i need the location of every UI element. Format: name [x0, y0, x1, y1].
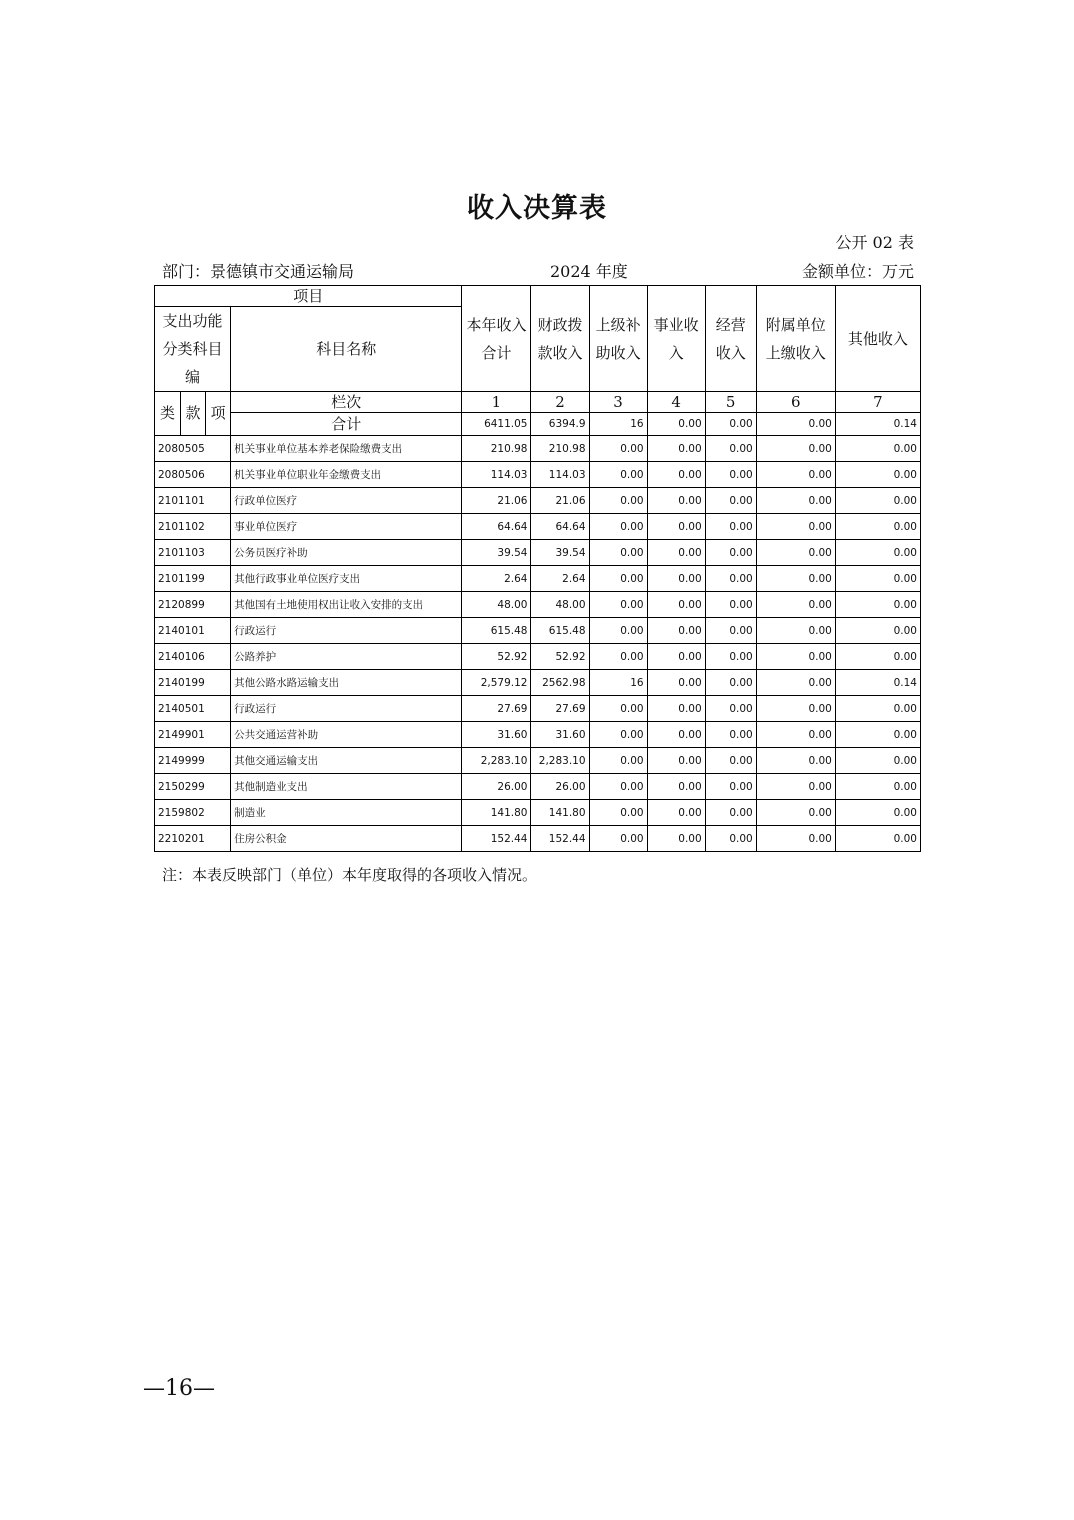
- total-value: 0.14: [835, 413, 920, 436]
- amount-cell: 0.00: [756, 722, 835, 748]
- amount-cell: 0.00: [647, 696, 705, 722]
- amount-cell: 0.00: [835, 748, 920, 774]
- amount-cell: 0.00: [835, 462, 920, 488]
- subject-name: 机关事业单位基本养老保险缴费支出: [231, 436, 462, 462]
- amount-cell: 0.00: [835, 696, 920, 722]
- amount-cell: 2.64: [531, 566, 589, 592]
- amount-cell: 0.00: [756, 670, 835, 696]
- total-value: 6411.05: [462, 413, 531, 436]
- amount-cell: 0.00: [705, 514, 756, 540]
- amount-cell: 152.44: [462, 826, 531, 852]
- header-code-group: 支出功能分类科目编: [155, 307, 231, 392]
- table-row: [155, 722, 921, 748]
- amount-cell: 64.64: [531, 514, 589, 540]
- subject-code: 2080506: [155, 462, 231, 488]
- amount-cell: 0.00: [705, 488, 756, 514]
- header-col-6: 附属单位上缴收入: [756, 286, 835, 392]
- col-number: 5: [705, 392, 756, 413]
- amount-cell: 0.00: [647, 566, 705, 592]
- amount-cell: 0.00: [835, 566, 920, 592]
- subject-code: 2140101: [155, 618, 231, 644]
- amount-cell: 0.00: [835, 514, 920, 540]
- amount-cell: 0.00: [647, 436, 705, 462]
- amount-cell: 26.00: [531, 774, 589, 800]
- amount-cell: 0.00: [756, 566, 835, 592]
- subject-name: 公路养护: [231, 644, 462, 670]
- amount-cell: 27.69: [531, 696, 589, 722]
- amount-cell: 0.00: [647, 670, 705, 696]
- total-value: 0.00: [756, 413, 835, 436]
- subject-code: 2101102: [155, 514, 231, 540]
- amount-cell: 0.00: [647, 592, 705, 618]
- table-row: [155, 696, 921, 722]
- amount-cell: 0.00: [705, 618, 756, 644]
- meta-line: [162, 259, 914, 281]
- table-row: [155, 462, 921, 488]
- amount-cell: 0.00: [705, 722, 756, 748]
- amount-cell: 0.00: [589, 826, 647, 852]
- amount-cell: 2,283.10: [531, 748, 589, 774]
- header-xiang: 项: [206, 392, 231, 436]
- table-row: [155, 800, 921, 826]
- amount-cell: 0.00: [705, 540, 756, 566]
- subject-name: 其他公路水路运输支出: [231, 670, 462, 696]
- amount-cell: 0.00: [589, 462, 647, 488]
- amount-cell: 0.00: [589, 592, 647, 618]
- table-row: [155, 592, 921, 618]
- subject-code: 2140501: [155, 696, 231, 722]
- amount-cell: 0.00: [705, 566, 756, 592]
- page-title: 收入决算表: [467, 193, 607, 224]
- amount-cell: 0.00: [705, 462, 756, 488]
- amount-cell: 0.00: [756, 644, 835, 670]
- amount-cell: 0.00: [589, 644, 647, 670]
- subject-code: 2159802: [155, 800, 231, 826]
- amount-cell: 0.00: [647, 748, 705, 774]
- table-row: [155, 488, 921, 514]
- amount-cell: 615.48: [462, 618, 531, 644]
- amount-cell: 0.00: [589, 748, 647, 774]
- amount-cell: 48.00: [531, 592, 589, 618]
- amount-cell: 0.00: [589, 800, 647, 826]
- subject-code: 2140106: [155, 644, 231, 670]
- header-col-4: 事业收入: [647, 286, 705, 392]
- col-number: 4: [647, 392, 705, 413]
- amount-cell: 0.00: [835, 488, 920, 514]
- amount-cell: 31.60: [531, 722, 589, 748]
- subject-name: 事业单位医疗: [231, 514, 462, 540]
- amount-cell: 0.00: [589, 566, 647, 592]
- subject-code: 2149901: [155, 722, 231, 748]
- subject-name: 其他行政事业单位医疗支出: [231, 566, 462, 592]
- amount-cell: 2,579.12: [462, 670, 531, 696]
- amount-cell: 0.00: [647, 540, 705, 566]
- amount-cell: 0.00: [705, 774, 756, 800]
- total-row: [155, 413, 921, 436]
- table-row: [155, 774, 921, 800]
- amount-cell: 0.00: [705, 670, 756, 696]
- subject-code: 2149999: [155, 748, 231, 774]
- header-col-5: 经营收入: [705, 286, 756, 392]
- amount-cell: 2562.98: [531, 670, 589, 696]
- amount-cell: 0.00: [705, 826, 756, 852]
- table-row: [155, 514, 921, 540]
- amount-cell: 0.00: [589, 514, 647, 540]
- amount-cell: 0.00: [705, 696, 756, 722]
- amount-cell: 0.00: [756, 618, 835, 644]
- total-value: 0.00: [705, 413, 756, 436]
- amount-cell: 0.00: [647, 774, 705, 800]
- amount-cell: 0.00: [589, 618, 647, 644]
- total-value: 16: [589, 413, 647, 436]
- amount-cell: 0.00: [835, 592, 920, 618]
- year-label: 2024 年度: [550, 262, 628, 281]
- subject-name: 公共交通运营补助: [231, 722, 462, 748]
- subject-code: 2080505: [155, 436, 231, 462]
- amount-cell: 114.03: [531, 462, 589, 488]
- amount-cell: 152.44: [531, 826, 589, 852]
- amount-cell: 0.00: [756, 436, 835, 462]
- subject-name: 其他国有土地使用权出让收入安排的支出: [231, 592, 462, 618]
- amount-cell: 39.54: [531, 540, 589, 566]
- header-lanci: 栏次: [231, 392, 462, 413]
- subject-code: 2140199: [155, 670, 231, 696]
- subject-code: 2120899: [155, 592, 231, 618]
- page-number: —16—: [143, 1376, 215, 1401]
- form-number: 公开 02 表: [835, 233, 914, 252]
- subject-name: 其他交通运输支出: [231, 748, 462, 774]
- header-subject-name: 科目名称: [231, 307, 462, 392]
- subject-name: 行政运行: [231, 618, 462, 644]
- table-row: [155, 748, 921, 774]
- total-value: 6394.9: [531, 413, 589, 436]
- subject-name: 公务员医疗补助: [231, 540, 462, 566]
- header-col-3: 上级补助收入: [589, 286, 647, 392]
- amount-cell: 21.06: [531, 488, 589, 514]
- amount-cell: 615.48: [531, 618, 589, 644]
- amount-cell: 0.00: [647, 826, 705, 852]
- amount-cell: 2,283.10: [462, 748, 531, 774]
- amount-cell: 52.92: [462, 644, 531, 670]
- amount-cell: 0.00: [647, 644, 705, 670]
- amount-cell: 16: [589, 670, 647, 696]
- subject-name: 其他制造业支出: [231, 774, 462, 800]
- amount-cell: 0.00: [835, 436, 920, 462]
- amount-cell: 0.00: [705, 644, 756, 670]
- table-row: [155, 670, 921, 696]
- amount-cell: 0.00: [647, 618, 705, 644]
- subject-name: 行政单位医疗: [231, 488, 462, 514]
- amount-cell: 0.00: [647, 462, 705, 488]
- table-row: [155, 618, 921, 644]
- amount-cell: 0.00: [835, 774, 920, 800]
- income-table: [154, 285, 921, 852]
- amount-cell: 0.00: [756, 462, 835, 488]
- amount-cell: 0.00: [835, 644, 920, 670]
- col-number: 7: [835, 392, 920, 413]
- amount-cell: 0.00: [835, 800, 920, 826]
- amount-cell: 0.00: [647, 722, 705, 748]
- amount-cell: 52.92: [531, 644, 589, 670]
- department-label: 部门：景德镇市交通运输局: [162, 262, 355, 281]
- amount-cell: 0.00: [756, 540, 835, 566]
- header-item: 项目: [155, 286, 462, 307]
- amount-cell: 0.00: [647, 488, 705, 514]
- subject-code: 2101199: [155, 566, 231, 592]
- amount-cell: 0.00: [589, 774, 647, 800]
- amount-cell: 0.00: [705, 592, 756, 618]
- table-row: [155, 436, 921, 462]
- amount-cell: 0.00: [647, 514, 705, 540]
- amount-cell: 0.00: [756, 592, 835, 618]
- amount-cell: 0.14: [835, 670, 920, 696]
- amount-cell: 0.00: [589, 540, 647, 566]
- total-label: 合计: [231, 413, 462, 436]
- amount-cell: 0.00: [705, 748, 756, 774]
- amount-cell: 64.64: [462, 514, 531, 540]
- subject-code: 2150299: [155, 774, 231, 800]
- amount-cell: 31.60: [462, 722, 531, 748]
- amount-cell: 0.00: [835, 618, 920, 644]
- amount-cell: 2.64: [462, 566, 531, 592]
- amount-cell: 0.00: [705, 800, 756, 826]
- subject-name: 行政运行: [231, 696, 462, 722]
- subject-name: 制造业: [231, 800, 462, 826]
- amount-cell: 39.54: [462, 540, 531, 566]
- amount-cell: 0.00: [756, 514, 835, 540]
- col-number: 1: [462, 392, 531, 413]
- amount-cell: 0.00: [835, 540, 920, 566]
- header-lei: 类: [155, 392, 181, 436]
- table-row: [155, 566, 921, 592]
- amount-cell: 0.00: [647, 800, 705, 826]
- header-col-1: 本年收入合计: [462, 286, 531, 392]
- amount-cell: 0.00: [835, 826, 920, 852]
- amount-cell: 210.98: [462, 436, 531, 462]
- col-number: 6: [756, 392, 835, 413]
- amount-cell: 26.00: [462, 774, 531, 800]
- amount-cell: 114.03: [462, 462, 531, 488]
- subject-code: 2210201: [155, 826, 231, 852]
- amount-cell: 0.00: [756, 826, 835, 852]
- amount-cell: 0.00: [589, 436, 647, 462]
- amount-cell: 0.00: [756, 800, 835, 826]
- amount-cell: 0.00: [756, 488, 835, 514]
- amount-cell: 0.00: [589, 722, 647, 748]
- amount-cell: 0.00: [756, 748, 835, 774]
- amount-cell: 141.80: [531, 800, 589, 826]
- table-row: [155, 540, 921, 566]
- table-row: [155, 644, 921, 670]
- amount-cell: 27.69: [462, 696, 531, 722]
- amount-cell: 141.80: [462, 800, 531, 826]
- subject-name: 机关事业单位职业年金缴费支出: [231, 462, 462, 488]
- amount-cell: 21.06: [462, 488, 531, 514]
- header-col-2: 财政拨款收入: [531, 286, 589, 392]
- total-value: 0.00: [647, 413, 705, 436]
- table-note: 注：本表反映部门（单位）本年度取得的各项收入情况。: [162, 866, 538, 884]
- subject-code: 2101101: [155, 488, 231, 514]
- col-number: 2: [531, 392, 589, 413]
- amount-cell: 210.98: [531, 436, 589, 462]
- amount-cell: 0.00: [589, 696, 647, 722]
- amount-cell: 0.00: [589, 488, 647, 514]
- subject-code: 2101103: [155, 540, 231, 566]
- subject-name: 住房公积金: [231, 826, 462, 852]
- col-number: 3: [589, 392, 647, 413]
- amount-cell: 0.00: [835, 722, 920, 748]
- amount-cell: 0.00: [705, 436, 756, 462]
- amount-cell: 0.00: [756, 774, 835, 800]
- header-col-7: 其他收入: [835, 286, 920, 392]
- unit-label: 金额单位：万元: [801, 262, 914, 281]
- amount-cell: 0.00: [756, 696, 835, 722]
- table-row: [155, 826, 921, 852]
- header-kuan: 款: [181, 392, 206, 436]
- amount-cell: 48.00: [462, 592, 531, 618]
